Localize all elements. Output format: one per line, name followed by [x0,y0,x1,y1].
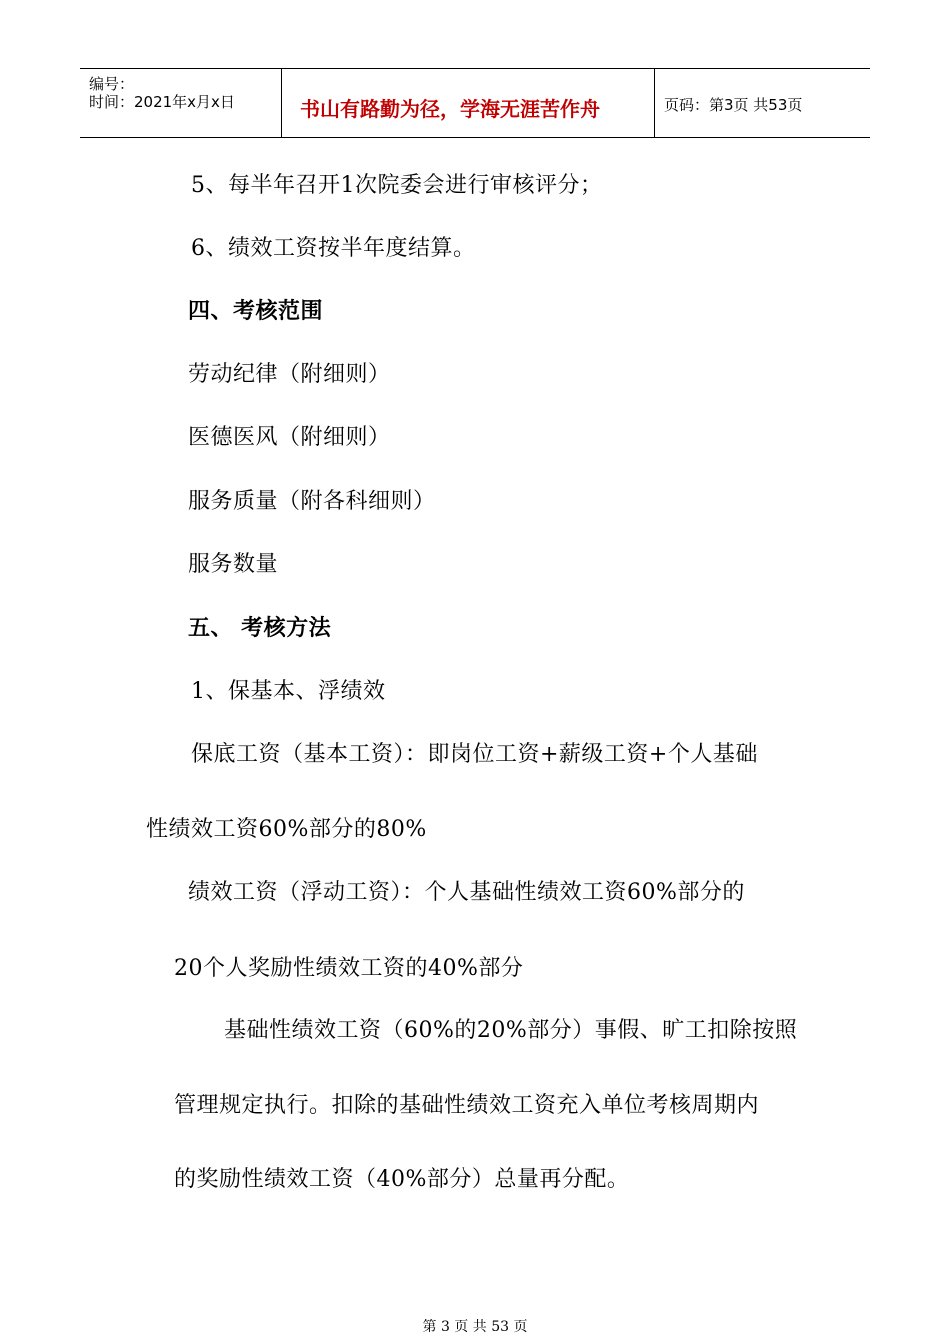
body-line-6: 服务质量（附各科细则） [188,489,436,514]
header-page-cell [655,69,870,137]
page-header [80,68,870,138]
body-line-1: 5、每半年召开1次院委会进行审核评分； [191,173,603,198]
document-time-label: 时间：2021年x月x日 [89,93,235,111]
body-line-13: 20个人奖励性绩效工资的40%部分 [174,956,524,981]
section-heading-5: 五、 考核方法 [188,616,332,641]
body-line-4: 劳动纪律（附细则） [188,362,391,387]
body-line-14: 基础性绩效工资（60%的20%部分）事假、旷工扣除按照 [224,1018,798,1043]
document-number-label: 编号： [89,75,135,93]
header-motto-cell [282,69,655,137]
header-motto: 书山有路勤为径，学海无涯苦作舟 [300,97,600,121]
body-line-16: 的奖励性绩效工资（40%部分）总量再分配。 [174,1167,630,1192]
body-line-9: 1、保基本、浮绩效 [191,679,386,704]
header-page-number: 页码：第3页 共53页 [664,96,803,114]
body-line-10: 保底工资（基本工资）：即岗位工资+薪级工资+个人基础 [191,742,758,767]
body-line-7: 服务数量 [188,552,279,577]
body-line-15: 管理规定执行。扣除的基础性绩效工资充入单位考核周期内 [174,1093,760,1118]
header-info-cell [80,69,282,137]
body-line-12: 绩效工资（浮动工资）：个人基础性绩效工资60%部分的 [188,880,745,905]
body-line-11: 性绩效工资60%部分的80% [146,817,427,842]
body-line-5: 医德医风（附细则） [188,425,391,450]
section-heading-4: 四、考核范围 [188,299,324,324]
body-line-2: 6、绩效工资按半年度结算。 [191,236,476,261]
page-footer: 第 3 页 共 53 页 [422,1319,528,1335]
